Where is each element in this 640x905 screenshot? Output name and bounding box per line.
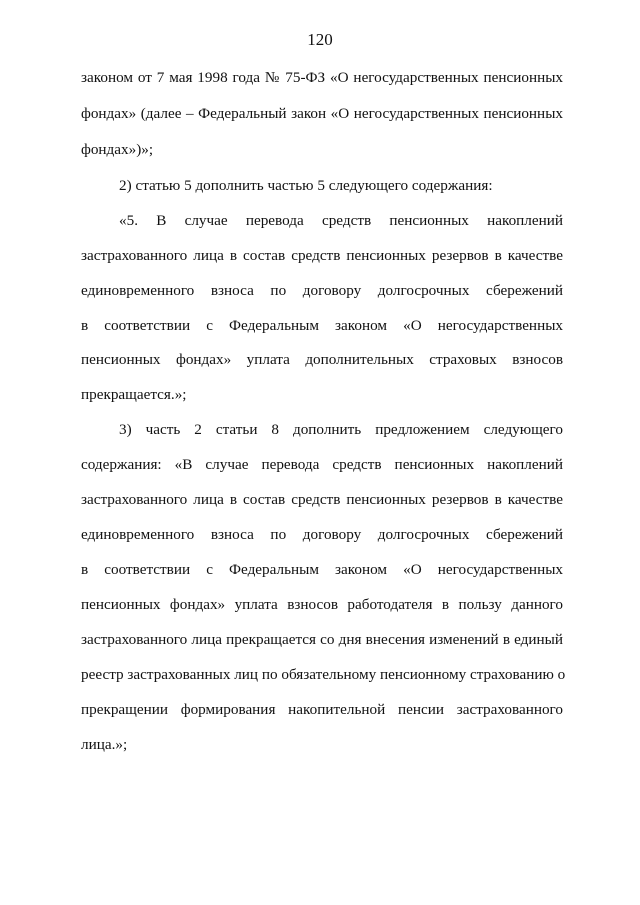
text-line: пенсионных фондах» уплата дополнительных страховых взносов <box>81 351 563 368</box>
text-line: единовременного взноса по договору долгосрочных сбережений <box>81 282 563 299</box>
text-line: «5. В случае перевода средств пенсионных накоплений <box>119 212 563 229</box>
text-line: фондах» (далее – Федеральный закон «О негосударственных пенсионных <box>81 105 563 122</box>
text-line: реестр застрахованных лиц по обязательному пенсионному страхованию о <box>81 666 566 683</box>
text-line: прекращается.»; <box>81 386 187 403</box>
text-line: 3) часть 2 статьи 8 дополнить предложением следующего <box>119 421 563 438</box>
text-line: прекращении формирования накопительной пенсии застрахованного <box>81 701 563 718</box>
text-line: фондах»)»; <box>81 141 154 158</box>
text-line: содержания: «В случае перевода средств пенсионных накоплений <box>81 456 563 473</box>
text-line: в соответствии с Федеральным законом «О негосударственных <box>81 561 563 578</box>
text-line: 2) статью 5 дополнить частью 5 следующего содержания: <box>119 177 493 194</box>
text-line: застрахованного лица прекращается со дня внесения изменений в единый <box>81 631 563 648</box>
text-line: лица.»; <box>81 736 128 753</box>
page-number: 120 <box>307 30 333 49</box>
text-line: застрахованного лица в состав средств пенсионных резервов в качестве <box>81 491 563 508</box>
text-line: пенсионных фондах» уплата взносов работодателя в пользу данного <box>81 596 563 613</box>
text-line: застрахованного лица в состав средств пенсионных резервов в качестве <box>81 247 563 264</box>
text-line: в соответствии с Федеральным законом «О негосударственных <box>81 317 563 334</box>
text-line: единовременного взноса по договору долгосрочных сбережений <box>81 526 563 543</box>
text-line: законом от 7 мая 1998 года № 75-ФЗ «О негосударственных пенсионных <box>81 69 563 86</box>
